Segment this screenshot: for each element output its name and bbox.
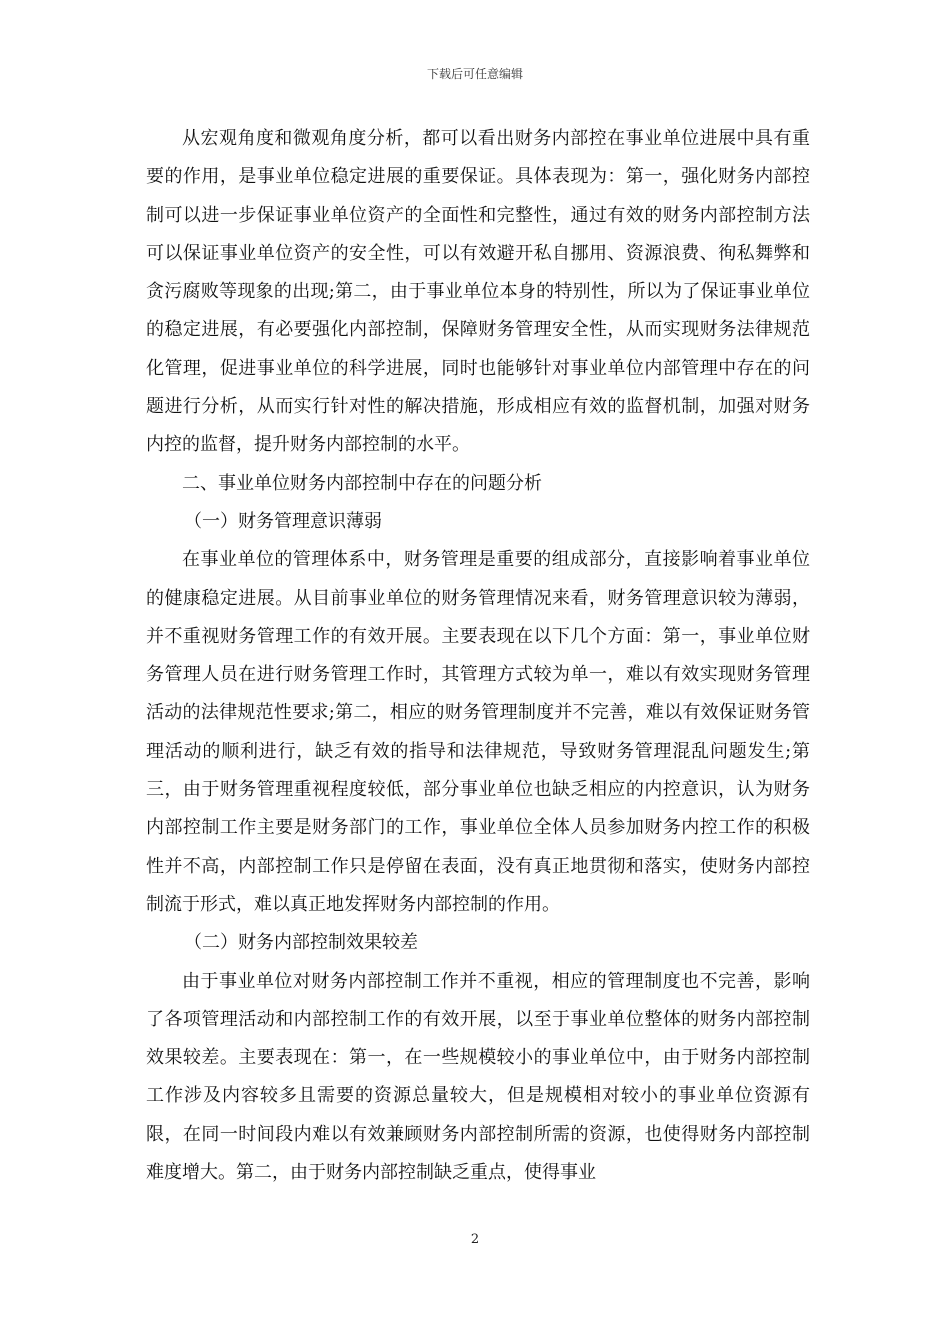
- document-body: [146, 120, 810, 1192]
- body-paragraph: 在事业单位的管理体系中，财务管理是重要的组成部分，直接影响着事业单位的健康稳定进展。从目前事业单位的财务管理情况来看，财务管理意识较为薄弱，并不重视财务管理工作的有效开展。主要表现在以下几个方面：第一，事业单位财务管理人员在进行财务管理工作时，其管理方式较为单一，难以有效实现财务管理活动的法律规范性要求;第二，相应的财务管理制度并不完善，难以有效保证财务管理活动的顺利进行，缺乏有效的指导和法律规范，导致财务管理混乱问题发生;第三，由于财务管理重视程度较低，部分事业单位也缺乏相应的内控意识，认为财务内部控制工作主要是财务部门的工作，事业单位全体人员参加财务内控工作的积极性并不高，内部控制工作只是停留在表面，没有真正地贯彻和落实，使财务内部控制流于形式，难以真正地发挥财务内部控制的作用。: [146, 549, 810, 915]
- body-paragraph: 由于事业单位对财务内部控制工作并不重视，相应的管理制度也不完善，影响了各项管理活动和内部控制工作的有效开展，以至于事业单位整体的财务内部控制效果较差。主要表现在：第一，在一些规模较小的事业单位中，由于财务内部控制工作涉及内容较多且需要的资源总量较大，但是规模相对较小的事业单位资源有限，在同一时间段内难以有效兼顾财务内部控制所需的资源，也使得财务内部控制难度增大。第二，由于财务内部控制缺乏重点，使得事业: [146, 970, 810, 1184]
- page-number: 2: [470, 1232, 480, 1247]
- body-paragraph: 从宏观角度和微观角度分析，都可以看出财务内部控在事业单位进展中具有重要的作用，是事业单位稳定进展的重要保证。具体表现为：第一，强化财务内部控制可以进一步保证事业单位资产的全面性和完整性，通过有效的财务内部控制方法可以保证事业单位资产的安全性，可以有效避开私自挪用、资源浪费、徇私舞弊和贪污腐败等现象的出现;第二，由于事业单位本身的特别性，所以为了保证事业单位的稳定进展，有必要强化内部控制，保障财务管理安全性，从而实现财务法律规范化管理，促进事业单位的科学进展，同时也能够针对事业单位内部管理中存在的问题进行分析，从而实行针对性的解决措施，形成相应有效的监督机制，加强对财务内控的监督，提升财务内部控制的水平。: [146, 128, 810, 456]
- subsection-heading: （一）财务管理意识薄弱: [184, 510, 382, 532]
- subsection-heading: （二）财务内部控制效果较差: [184, 932, 418, 954]
- page-header: 下载后可任意编辑: [426, 67, 523, 81]
- section-heading: 二、事业单位财务内部控制中存在的问题分析: [182, 472, 542, 494]
